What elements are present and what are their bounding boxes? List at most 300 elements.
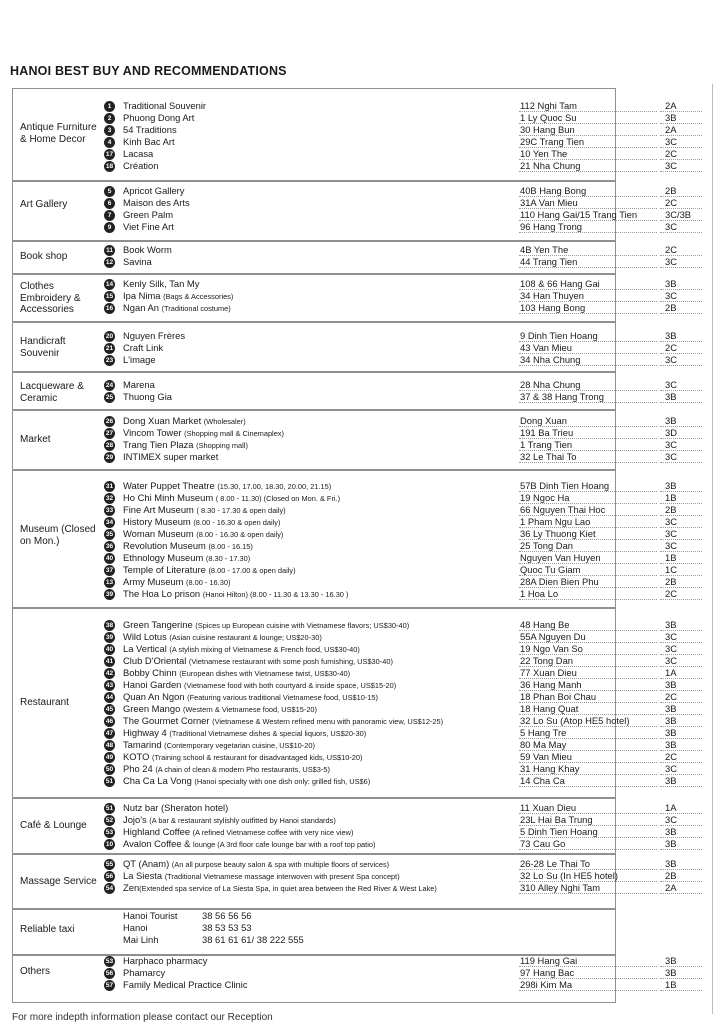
number-badge: 10: [105, 841, 114, 848]
map-grid-ref: 2B: [665, 302, 677, 313]
place-address: 48 Hang Be: [520, 619, 570, 630]
place-title: Revolution Museum: [123, 540, 209, 551]
place-title: Woman Museum: [123, 528, 197, 539]
map-grid-ref: 3C: [665, 631, 677, 642]
taxi-company-name: Hanoi Tourist: [123, 910, 178, 921]
number-badge: 2: [104, 113, 115, 124]
address-dotted-rule: [519, 313, 657, 314]
place-note: (An all purpose beauty salon & spa with multiple floors of services): [171, 860, 390, 869]
number-badge: 41: [105, 658, 114, 665]
number-badge: 25: [105, 394, 114, 401]
place-note: (Traditional Vietnamese massage interwoven with present Spa concept): [164, 872, 400, 881]
place-title: Green Tangerine: [123, 619, 196, 630]
place-note: (Extended spa service of La Siesta Spa, in quiet area between the Red River & West Lake): [139, 884, 437, 893]
place-title: Book Worm: [123, 244, 172, 255]
number-badge: 39: [105, 634, 114, 641]
number-badge: 45: [105, 706, 114, 713]
map-grid-ref: 3D: [665, 427, 677, 438]
map-grid-ref: 3B: [665, 967, 677, 978]
number-badge: 24: [105, 382, 114, 389]
map-grid-ref: 3C: [665, 516, 677, 527]
place-address: 10 Yen The: [520, 148, 568, 159]
place-title: Wild Lotus: [123, 631, 170, 642]
place-title: Kenly Silk, Tan My: [123, 278, 200, 289]
place-title: Tamarind: [123, 739, 165, 750]
map-grid-ref: 3C: [665, 379, 677, 390]
map-grid-ref: 1B: [665, 979, 677, 990]
place-address: 18 Phan Boi Chau: [520, 691, 597, 702]
map-grid-ref: 2C: [665, 244, 677, 255]
place-address: 66 Nguyen Thai Hoc: [520, 504, 606, 515]
number-badge: 7: [104, 210, 115, 221]
page-title: HANOI BEST BUY AND RECOMMENDATIONS: [10, 64, 287, 78]
map-grid-ref: 1A: [665, 667, 677, 678]
number-badge: 18: [105, 163, 114, 170]
map-grid-ref: 3B: [665, 415, 677, 426]
place-note: (Vietnamese restaurant with some posh furnishing, US$30-40): [188, 657, 393, 666]
place-note: (Training school & restaurant for disadvantaged kids, US$10-20): [152, 753, 363, 762]
map-grid-ref: 3B: [665, 739, 677, 750]
grid-dotted-rule: [660, 313, 702, 314]
map-grid-ref: 3C: [665, 439, 677, 450]
place-title: Maison des Arts: [123, 197, 190, 208]
map-grid-ref: 2C: [665, 148, 677, 159]
number-badge: 49: [105, 754, 114, 761]
address-dotted-rule: [519, 893, 657, 894]
place-title: Dong Xuan Market: [123, 415, 204, 426]
place-title: La Siesta: [123, 870, 165, 881]
place-address: 310 Alley Nghi Tam: [520, 882, 601, 893]
number-badge: 39: [105, 591, 114, 598]
map-grid-ref: 2C: [665, 691, 677, 702]
place-address: 112 Nghi Tam: [520, 100, 577, 111]
place-title: KOTO: [123, 751, 152, 762]
place-title: 54 Traditions: [123, 124, 177, 135]
map-grid-ref: 3C: [665, 814, 677, 825]
place-title: Kinh Bac Art: [123, 136, 175, 147]
place-note: (8.00 - 16.15): [208, 542, 253, 551]
number-badge: 48: [105, 742, 114, 749]
map-grid-ref: 3B: [665, 480, 677, 491]
number-badge: 21: [105, 345, 114, 352]
category-name: Reliable taxi: [20, 924, 75, 935]
place-note: (Western & Vietnamese food, US$15-20): [182, 705, 317, 714]
place-note: (Asian cuisine restaurant & lounge; US$20-30): [169, 633, 322, 642]
place-title: Green Mango: [123, 703, 183, 714]
number-badge: 34: [105, 519, 114, 526]
map-grid-ref: 3B: [665, 727, 677, 738]
place-address: 9 Dinh Tien Hoang: [520, 330, 598, 341]
map-grid-ref: 1B: [665, 492, 677, 503]
map-grid-ref: 2A: [665, 124, 677, 135]
place-name: [123, 302, 231, 315]
place-address: 119 Hang Gai: [520, 955, 578, 966]
category-name: Handicraft Souvenir: [20, 336, 66, 359]
grid-dotted-rule: [660, 171, 702, 172]
map-grid-ref: 3C: [665, 528, 677, 539]
number-badge: 56: [105, 873, 114, 880]
grid-dotted-rule: [660, 893, 702, 894]
map-grid-ref: 3B: [665, 112, 677, 123]
place-note: (Vietnamese & Western refined menu with panoramic view, US$12-25): [212, 717, 444, 726]
address-dotted-rule: [519, 365, 657, 366]
place-address: 73 Cau Go: [520, 838, 566, 849]
place-address: Nguyen Van Huyen: [520, 552, 601, 563]
address-dotted-rule: [519, 462, 657, 463]
map-grid-ref: 3B: [665, 679, 677, 690]
place-title: Viet Fine Art: [123, 221, 174, 232]
place-title: Trang Tien Plaza: [123, 439, 197, 450]
grid-dotted-rule: [660, 599, 702, 600]
place-address: 43 Van Mieu: [520, 342, 572, 353]
place-name: [123, 882, 437, 895]
number-badge: 52: [105, 817, 114, 824]
map-grid-ref: 3C: [665, 451, 677, 462]
map-grid-ref: 2C: [665, 197, 677, 208]
place-address: 31A Van Mieu: [520, 197, 578, 208]
map-grid-ref: 3C/3B: [665, 209, 692, 220]
place-note: lounge (A 3rd floor cafe lounge bar with a roof top patio): [193, 840, 376, 849]
map-grid-ref: 1B: [665, 552, 677, 563]
place-title: Avalon Coffee &: [123, 838, 194, 849]
map-grid-ref: 1A: [665, 802, 677, 813]
place-name: [123, 354, 156, 367]
map-grid-ref: 3B: [665, 775, 677, 786]
number-badge: 55: [105, 861, 114, 868]
place-title: QT (Anam): [123, 858, 172, 869]
place-address: 28 Nha Chung: [520, 379, 581, 390]
grid-dotted-rule: [660, 849, 702, 850]
number-badge: 16: [105, 305, 114, 312]
place-address: 44 Trang Tien: [520, 256, 578, 267]
category-name: Museum (Closed on Mon.): [20, 524, 96, 547]
place-address: Quoc Tu Giam: [520, 564, 581, 575]
place-address: 14 Cha Ca: [520, 775, 565, 786]
place-title: The Gourmet Corner: [123, 715, 213, 726]
map-grid-ref: 2C: [665, 342, 677, 353]
place-address: 32 Lo Su (Atop HE5 hotel): [520, 715, 630, 726]
place-note: (Contemporary vegetarian cuisine, US$10-20): [164, 741, 315, 750]
place-address: 1 Trang Tien: [520, 439, 573, 450]
map-grid-ref: 3C: [665, 160, 677, 171]
number-badge: 27: [105, 430, 114, 437]
number-badge: 3: [104, 125, 115, 136]
number-badge: 6: [104, 198, 115, 209]
place-title: The Hoa Lo prison: [123, 588, 203, 599]
place-address: 23L Hai Ba Trung: [520, 814, 593, 825]
place-note: ( 8.30 - 17.30 & open daily): [196, 506, 286, 515]
map-grid-ref: 3B: [665, 826, 677, 837]
place-title: La Vertical: [123, 643, 170, 654]
map-grid-ref: 3C: [665, 256, 677, 267]
place-title: INTIMEX super market: [123, 451, 219, 462]
place-title: History Museum: [123, 516, 194, 527]
map-grid-ref: 2B: [665, 504, 677, 515]
map-grid-ref: 1C: [665, 564, 677, 575]
place-note: (Vietnamese food with both courtyard & inside space, US$15-20): [183, 681, 397, 690]
place-address: 97 Hang Bac: [520, 967, 575, 978]
place-title: Water Puppet Theatre: [123, 480, 218, 491]
number-badge: 54: [105, 885, 114, 892]
map-grid-ref: 2A: [665, 882, 677, 893]
place-address: 28A Dien Bien Phu: [520, 576, 599, 587]
place-address: Dong Xuan: [520, 415, 567, 426]
place-address: 298i Kim Ma: [520, 979, 573, 990]
number-badge: 31: [105, 483, 114, 490]
place-title: Ngan An: [123, 302, 162, 313]
place-note: (Hanoi specialty with one dish only: grilled fish, US$6): [194, 777, 371, 786]
map-grid-ref: 2B: [665, 185, 677, 196]
category-name: Clothes Embroidery & Accessories: [20, 281, 81, 315]
grid-dotted-rule: [660, 267, 702, 268]
place-address: 1 Hoa Lo: [520, 588, 559, 599]
place-title: Phuong Dong Art: [123, 112, 195, 123]
address-dotted-rule: [519, 599, 657, 600]
map-grid-ref: 3C: [665, 655, 677, 666]
place-address: 36 Hang Manh: [520, 679, 582, 690]
place-title: Vincom Tower: [123, 427, 185, 438]
place-address: 103 Hang Bong: [520, 302, 586, 313]
address-dotted-rule: [519, 171, 657, 172]
category-name: Market: [20, 434, 51, 445]
map-grid-ref: 3C: [665, 354, 677, 365]
place-address: 4B Yen The: [520, 244, 569, 255]
place-title: L'image: [123, 354, 156, 365]
number-badge: 9: [104, 222, 115, 233]
place-title: Savina: [123, 256, 152, 267]
category-name: Café & Lounge: [20, 820, 87, 831]
place-note: ( 8.00 - 11.30) (Closed on Mon. & Fri.): [215, 494, 341, 503]
address-dotted-rule: [519, 990, 657, 991]
place-title: Ipa Nima: [123, 290, 164, 301]
number-badge: 53: [105, 829, 114, 836]
grid-dotted-rule: [660, 232, 702, 233]
place-note: (A stylish mixing of Vietnamese & French food, US$30-40): [169, 645, 360, 654]
place-address: 37 & 38 Hang Trong: [520, 391, 604, 402]
address-dotted-rule: [519, 402, 657, 403]
place-name: [123, 256, 152, 269]
number-badge: 26: [105, 418, 114, 425]
place-address: 26-28 Le Thai To: [520, 858, 591, 869]
grid-dotted-rule: [660, 402, 702, 403]
place-title: Jojo's: [123, 814, 150, 825]
place-address: 57B Dinh Tien Hoang: [520, 480, 610, 491]
map-grid-ref: 3C: [665, 763, 677, 774]
place-address: 55A Nguyen Du: [520, 631, 586, 642]
place-name: [123, 391, 172, 404]
place-address: 40B Hang Bong: [520, 185, 587, 196]
number-badge: 50: [105, 766, 114, 773]
number-badge: 53: [105, 958, 114, 965]
map-grid-ref: 3C: [665, 643, 677, 654]
map-grid-ref: 3B: [665, 391, 677, 402]
place-name: [123, 160, 158, 173]
number-badge: 56: [105, 970, 114, 977]
place-title: Highway 4: [123, 727, 170, 738]
place-address: 191 Ba Trieu: [520, 427, 574, 438]
map-grid-ref: 2C: [665, 751, 677, 762]
place-title: Army Museum: [123, 576, 187, 587]
number-badge: 4: [104, 137, 115, 148]
number-badge: 5: [104, 186, 115, 197]
number-badge: 20: [105, 333, 114, 340]
category-name: Lacqueware & Ceramic: [20, 381, 84, 404]
place-name: [123, 588, 348, 601]
taxi-phone: 38 53 53 53: [202, 922, 252, 933]
place-address: 32 Lo Su (In HE5 hotel): [520, 870, 618, 881]
place-title: Nutz bar (Sheraton hotel): [123, 802, 229, 813]
number-badge: 32: [105, 495, 114, 502]
place-title: Craft Link: [123, 342, 164, 353]
place-title: Apricot Gallery: [123, 185, 185, 196]
place-title: Cha Ca La Vong: [123, 775, 195, 786]
map-grid-ref: 3B: [665, 278, 677, 289]
number-badge: 51: [105, 805, 114, 812]
category-name: Others: [20, 966, 51, 977]
map-grid-ref: 3C: [665, 221, 677, 232]
address-dotted-rule: [519, 786, 657, 787]
place-note: (A bar & restaurant stylishly outfitted by Hanoi standards): [149, 816, 336, 825]
category-name: Art Gallery: [20, 199, 68, 210]
grid-dotted-rule: [660, 786, 702, 787]
place-address: 19 Ngoc Ha: [520, 492, 570, 503]
map-grid-ref: 3C: [665, 136, 677, 147]
place-title: Harphaco pharmacy: [123, 955, 208, 966]
place-title: Temple of Literature: [123, 564, 209, 575]
taxi-company-name: Mai Linh: [123, 934, 159, 945]
place-address: 5 Dinh Tien Hoang: [520, 826, 598, 837]
place-note: (8.30 - 17.30): [205, 554, 251, 563]
place-title: Family Medical Practice Clinic: [123, 979, 248, 990]
number-badge: 44: [105, 694, 114, 701]
place-address: 59 Van Mieu: [520, 751, 572, 762]
place-note: (Traditional Vietnamese dishes & special liquors, US$20-30): [169, 729, 367, 738]
place-title: Pho 24: [123, 763, 156, 774]
place-title: Lacasa: [123, 148, 154, 159]
number-badge: 38: [105, 622, 114, 629]
place-name: [123, 775, 370, 788]
place-address: 96 Hang Trong: [520, 221, 583, 232]
place-address: 108 & 66 Hang Gai: [520, 278, 600, 289]
place-title: Traditional Souvenir: [123, 100, 207, 111]
number-badge: 46: [105, 718, 114, 725]
grid-dotted-rule: [660, 365, 702, 366]
place-name: [123, 451, 218, 464]
place-title: Hanoi Garden: [123, 679, 184, 690]
number-badge: 13: [105, 579, 114, 586]
number-badge: 33: [105, 507, 114, 514]
place-address: 5 Hang Tre: [520, 727, 567, 738]
place-title: Quan An Ngon: [123, 691, 188, 702]
place-note: (Bags & Accessories): [163, 292, 234, 301]
place-address: 11 Xuan Dieu: [520, 802, 577, 813]
place-address: 21 Nha Chung: [520, 160, 581, 171]
place-note: (Shopping mall): [196, 441, 248, 450]
place-title: Phamarcy: [123, 967, 166, 978]
place-title: Thuong Gia: [123, 391, 172, 402]
number-badge: 17: [105, 151, 114, 158]
number-badge: 36: [105, 543, 114, 550]
place-address: 29C Trang Tien: [520, 136, 585, 147]
map-grid-ref: 3C: [665, 540, 677, 551]
taxi-company-name: Hanoi: [123, 922, 148, 933]
place-title: Highland Coffee: [123, 826, 193, 837]
map-grid-ref: 3B: [665, 715, 677, 726]
place-address: 1 Ly Quoc Su: [520, 112, 577, 123]
place-name: [123, 221, 174, 234]
place-address: 77 Xuan Dieu: [520, 667, 577, 678]
place-address: 22 Tong Dan: [520, 655, 573, 666]
place-note: (A refined Vietnamese coffee with very nice view): [192, 828, 354, 837]
place-name: [123, 979, 248, 992]
number-badge: 29: [105, 454, 114, 461]
place-note: (8.00 - 16.30 & open daily): [193, 518, 281, 527]
place-address: 80 Ma May: [520, 739, 567, 750]
number-badge: 23: [105, 357, 114, 364]
number-badge: 35: [105, 531, 114, 538]
map-grid-ref: 3B: [665, 619, 677, 630]
category-name: Book shop: [20, 251, 68, 262]
number-badge: 40: [105, 646, 114, 653]
number-badge: 14: [105, 281, 114, 288]
place-address: 25 Tong Dan: [520, 540, 573, 551]
map-grid-ref: 2A: [665, 100, 677, 111]
place-address: 32 Le Thai To: [520, 451, 577, 462]
number-badge: 12: [105, 259, 114, 266]
place-title: Fine Art Museum: [123, 504, 197, 515]
place-note: (Shopping mall & Cinemaplex): [184, 429, 284, 438]
grid-dotted-rule: [660, 990, 702, 991]
number-badge: 47: [105, 730, 114, 737]
address-dotted-rule: [519, 232, 657, 233]
place-note: (8.00 - 16.30): [186, 578, 231, 587]
number-badge: 40: [105, 555, 114, 562]
grid-dotted-rule: [660, 462, 702, 463]
taxi-phone: 38 56 56 56: [202, 910, 252, 921]
map-grid-ref: 3B: [665, 858, 677, 869]
place-name: [123, 838, 375, 851]
address-dotted-rule: [519, 849, 657, 850]
map-grid-ref: 2B: [665, 870, 677, 881]
place-title: Marena: [123, 379, 155, 390]
number-badge: 15: [105, 293, 114, 300]
footer-note: For more indepth information please contact our Reception: [12, 1012, 273, 1023]
place-note: (8.00 - 17.00 & open daily): [208, 566, 296, 575]
place-address: 19 Ngo Van So: [520, 643, 583, 654]
category-name: Antique Furniture & Home Decor: [20, 122, 97, 145]
place-note: (Traditional costume): [161, 304, 231, 313]
place-title: Création: [123, 160, 159, 171]
place-address: 34 Han Thuyen: [520, 290, 584, 301]
category-name: Massage Service: [20, 876, 97, 887]
map-grid-ref: 2C: [665, 588, 677, 599]
place-address: 110 Hang Gai/15 Trang Tien: [520, 209, 638, 220]
number-badge: 1: [104, 101, 115, 112]
place-address: 36 Ly Thuong Kiet: [520, 528, 596, 539]
place-address: 30 Hang Bun: [520, 124, 575, 135]
place-title: Bobby Chinn: [123, 667, 180, 678]
place-title: Ethnology Museum: [123, 552, 206, 563]
address-dotted-rule: [519, 267, 657, 268]
number-badge: 51: [105, 778, 114, 785]
place-title: Club D'Oriental: [123, 655, 189, 666]
place-note: (A chain of clean & modern Pho restaurants, US$3-5): [155, 765, 330, 774]
place-note: (Wholesaler): [203, 417, 246, 426]
place-title: Ho Chi Minh Museum: [123, 492, 216, 503]
number-badge: 28: [105, 442, 114, 449]
map-grid-ref: 3B: [665, 703, 677, 714]
place-note: (Spices up European cuisine with Vietnamese flavors; US$30-40): [195, 621, 410, 630]
